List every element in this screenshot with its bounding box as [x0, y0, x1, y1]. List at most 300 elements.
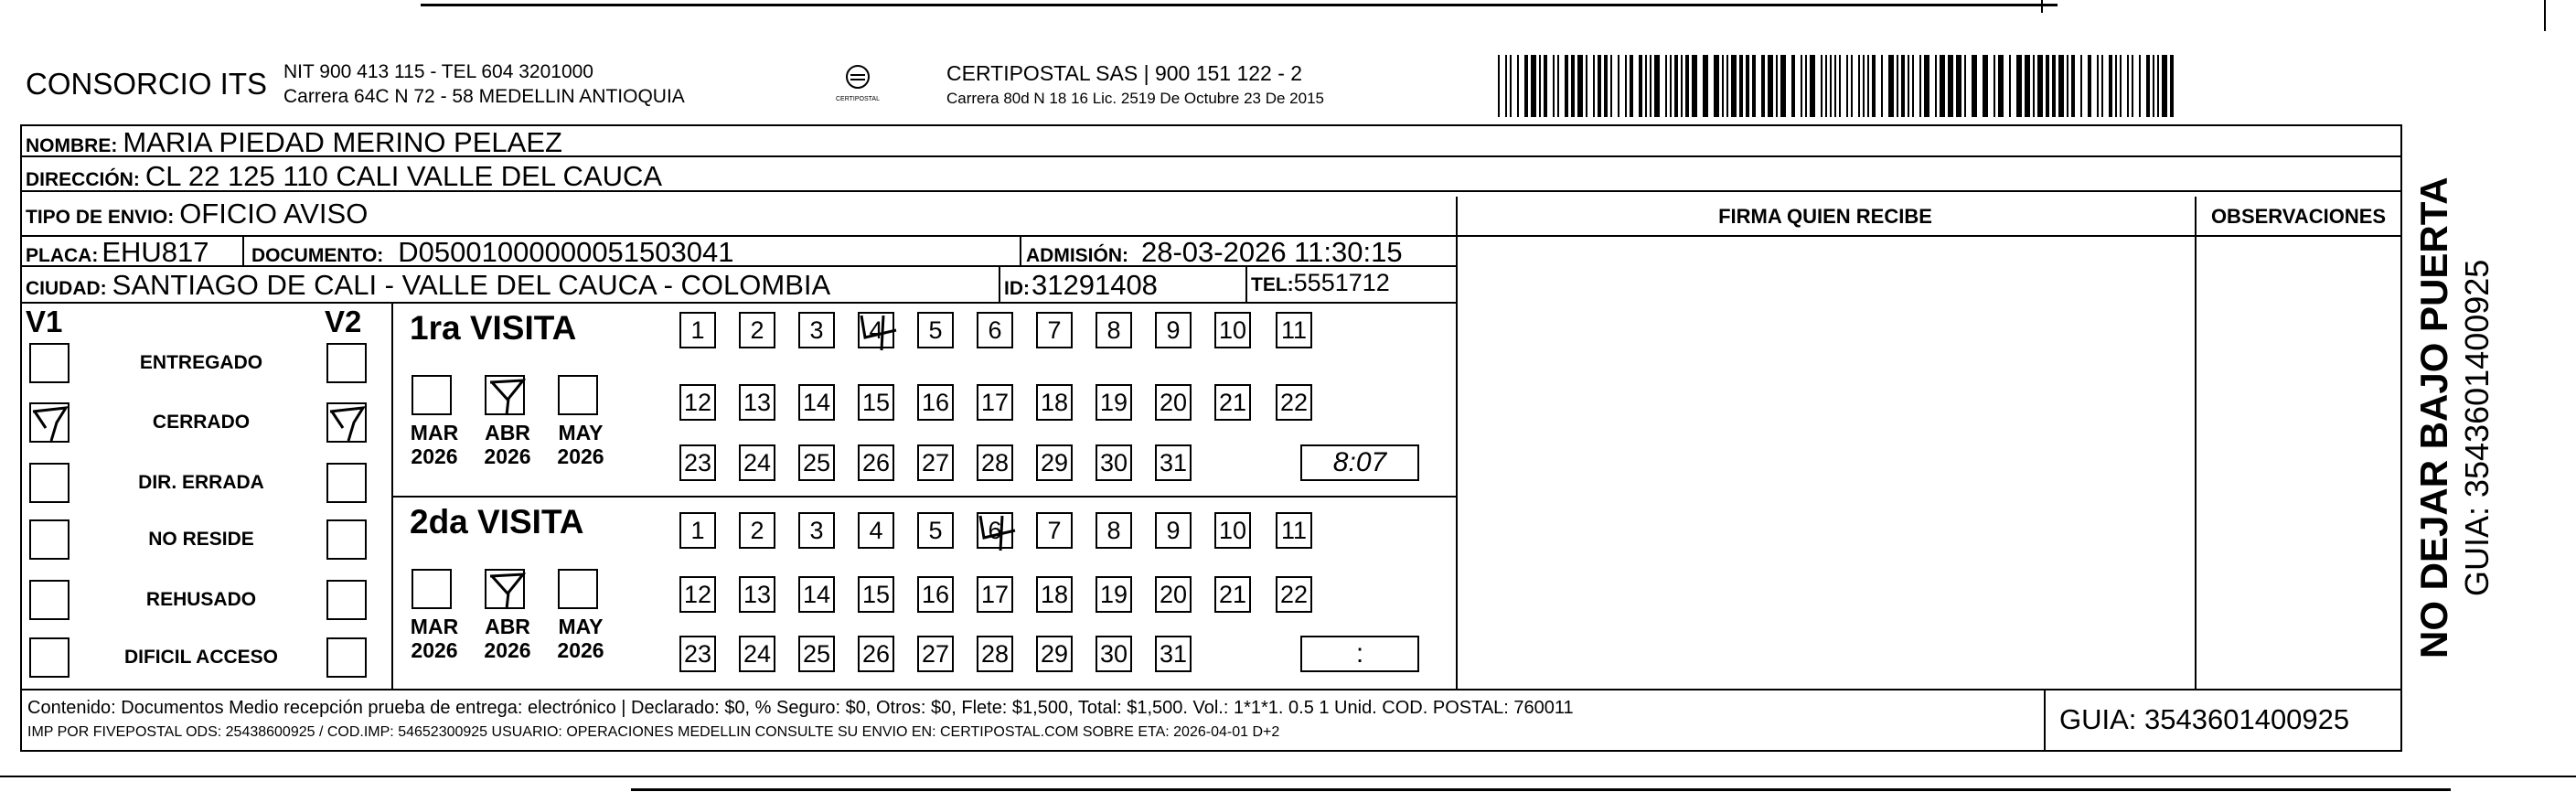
month-year: 2026 — [411, 444, 458, 468]
barcode-bar — [1888, 55, 1894, 117]
barcode-bar — [1731, 55, 1737, 117]
day-box[interactable] — [679, 384, 716, 421]
barcode — [1498, 55, 2175, 117]
barcode-bar — [1830, 55, 1832, 117]
month-checkbox[interactable] — [558, 569, 598, 609]
time-value: 8:07 — [1332, 447, 1387, 477]
day-number: 20 — [1159, 388, 1188, 416]
day-box[interactable] — [798, 636, 835, 672]
v1-checkbox[interactable] — [29, 580, 69, 620]
footer-imp: IMP POR FIVEPOSTAL ODS: 25438600925 / COD.IMP: 54652300925 USUARIO: OPERACIONES MEDELLIN CONSULTE SU ENVIO EN: CERTIPOSTAL.COM SOBRE ETA: 2026-04-01 D+2 — [27, 724, 1280, 740]
day-number: 21 — [1218, 388, 1247, 416]
ciudad-row — [26, 269, 830, 302]
v1-checkbox[interactable] — [29, 343, 69, 383]
day-box[interactable] — [679, 312, 716, 348]
day-number: 18 — [1040, 388, 1069, 416]
visit1-title: 1ra VISITA — [410, 309, 577, 347]
check-mark-icon — [328, 404, 369, 444]
barcode-bar — [2016, 55, 2022, 117]
month-checkbox[interactable] — [412, 569, 452, 609]
reason-label: ENTREGADO — [139, 352, 263, 373]
day-number: 13 — [743, 388, 772, 416]
barcode-bar — [1565, 55, 1568, 117]
footer-content: Contenido: Documentos Medio recepción prueba de entrega: electrónico | Declarado: $0, % Seguro: $0, Otros: $0, Flete: $1,500, Total: $1,500. Vol.: 1*1*1. 0.5 1 Unid. COD. POSTAL: 760011 — [27, 698, 1574, 718]
day-box[interactable] — [1276, 576, 1312, 613]
day-number: 1 — [690, 316, 705, 344]
admision-value: 28-03-2026 11:30:15 — [1141, 236, 1403, 268]
day-number: 31 — [1159, 639, 1188, 668]
month-checkbox[interactable] — [412, 375, 452, 415]
barcode-bar — [1924, 55, 1929, 117]
day-box[interactable] — [1214, 512, 1251, 549]
v2-label: V2 — [325, 305, 362, 338]
tipo-value: OFICIO AVISO — [179, 198, 369, 230]
day-box[interactable] — [1276, 512, 1312, 549]
certipostal-logo — [830, 59, 885, 113]
barcode-bar — [1553, 55, 1555, 117]
reason-label: DIFICIL ACCESO — [123, 647, 278, 668]
day-number: 9 — [1166, 516, 1181, 544]
barcode-bar — [1639, 55, 1642, 117]
direccion-label: DIRECCIÓN: — [26, 169, 140, 190]
barcode-bar — [1645, 55, 1647, 117]
month-name: MAY — [558, 615, 604, 638]
barcode-bar — [1544, 55, 1547, 117]
barcode-bar — [1571, 55, 1575, 117]
day-box[interactable] — [1036, 576, 1073, 613]
day-box[interactable] — [917, 444, 954, 481]
v2-checkbox[interactable] — [326, 463, 367, 503]
day-number: 12 — [683, 580, 712, 608]
v2-checkbox[interactable] — [326, 580, 367, 620]
barcode-bar — [1972, 55, 1977, 117]
day-number: 6 — [988, 516, 1002, 544]
day-box[interactable] — [977, 444, 1013, 481]
barcode-bar — [1726, 55, 1728, 117]
barcode-bar — [1681, 55, 1683, 117]
reason-label: REHUSADO — [145, 589, 257, 610]
admision-label: ADMISIÓN: — [1026, 245, 1128, 266]
day-box[interactable] — [917, 512, 954, 549]
day-number: 7 — [1047, 316, 1062, 344]
day-number: 10 — [1218, 516, 1247, 544]
nombre-label: NOMBRE: — [26, 135, 118, 156]
day-box[interactable] — [679, 636, 716, 672]
barcode-bar — [1825, 55, 1827, 117]
barcode-bar — [2170, 55, 2174, 117]
time-box[interactable] — [1300, 636, 1419, 672]
month-name: MAR — [410, 421, 459, 444]
day-box[interactable] — [917, 636, 954, 672]
day-box[interactable] — [1155, 636, 1192, 672]
day-box[interactable] — [739, 636, 775, 672]
day-box[interactable] — [798, 576, 835, 613]
barcode-bar — [2132, 55, 2133, 117]
id-row — [1004, 269, 1158, 302]
barcode-bar — [2157, 55, 2159, 117]
barcode-bar — [1919, 55, 1921, 117]
barcode-bar — [1908, 55, 1909, 117]
day-number: 28 — [980, 448, 1010, 476]
barcode-bar — [1940, 55, 1945, 117]
barcode-bar — [2025, 55, 2030, 117]
day-box[interactable] — [798, 312, 835, 348]
day-number: 28 — [980, 639, 1010, 668]
day-number: 27 — [921, 639, 950, 668]
day-box[interactable] — [1096, 512, 1132, 549]
barcode-bar — [1956, 55, 1961, 117]
day-box[interactable] — [679, 576, 716, 613]
check-mark-icon — [486, 377, 527, 417]
day-number: 31 — [1159, 448, 1188, 476]
barcode-bar — [2088, 55, 2091, 117]
day-box[interactable] — [1096, 576, 1132, 613]
day-number: 19 — [1099, 388, 1128, 416]
barcode-bar — [2071, 55, 2075, 117]
day-number: 24 — [743, 639, 772, 668]
day-box[interactable] — [977, 512, 1013, 549]
day-box[interactable] — [1036, 512, 1073, 549]
day-box[interactable] — [1096, 384, 1132, 421]
barcode-bar — [2115, 55, 2117, 117]
tipo-row — [26, 198, 368, 230]
month-name: MAR — [410, 615, 459, 638]
barcode-bar — [1557, 55, 1559, 117]
day-number: 4 — [869, 516, 883, 544]
day-box[interactable] — [739, 312, 775, 348]
day-number: 20 — [1159, 580, 1188, 608]
v2-checkbox[interactable] — [326, 519, 367, 560]
day-box[interactable] — [1096, 312, 1132, 348]
day-box[interactable] — [917, 384, 954, 421]
company-nit: NIT 900 413 115 - TEL 604 3201000 — [283, 61, 593, 82]
day-number: 22 — [1279, 388, 1309, 416]
day-box[interactable] — [739, 444, 775, 481]
barcode-bar — [1598, 55, 1601, 117]
month-year: 2026 — [484, 444, 531, 468]
barcode-bar — [1670, 55, 1672, 117]
day-number: 27 — [921, 448, 950, 476]
day-box[interactable] — [1096, 444, 1132, 481]
barcode-bar — [1867, 55, 1869, 117]
day-box[interactable] — [1036, 636, 1073, 672]
day-number: 16 — [921, 388, 950, 416]
barcode-bar — [1839, 55, 1841, 117]
barcode-bar — [1761, 55, 1765, 117]
day-number: 3 — [809, 316, 824, 344]
day-number: 17 — [980, 580, 1010, 608]
day-number: 19 — [1099, 580, 1128, 608]
v1-checkbox[interactable] — [29, 402, 69, 443]
day-number: 8 — [1106, 316, 1121, 344]
certipostal-name: CERTIPOSTAL SAS | 900 151 122 - 2 — [946, 61, 1303, 85]
day-number: 13 — [743, 580, 772, 608]
documento-value: D05001000000051503041 — [398, 236, 734, 268]
barcode-bar — [2162, 55, 2167, 117]
v1-label: V1 — [26, 305, 63, 338]
day-box[interactable] — [858, 636, 894, 672]
day-box[interactable] — [977, 636, 1013, 672]
side-guia: GUIA: 3543601400925 — [2458, 259, 2496, 596]
day-number: 23 — [683, 639, 712, 668]
barcode-bar — [2058, 55, 2064, 117]
barcode-bar — [1863, 55, 1865, 117]
month-checkbox[interactable] — [485, 375, 525, 415]
day-number: 2 — [750, 516, 764, 544]
observaciones-header: OBSERVACIONES — [2210, 205, 2387, 228]
barcode-bar — [1810, 55, 1815, 117]
day-box[interactable] — [977, 312, 1013, 348]
admision-row — [1026, 236, 1403, 269]
company-name: CONSORCIO ITS — [26, 67, 268, 101]
placa-value: EHU817 — [102, 236, 209, 268]
barcode-bar — [1964, 55, 1966, 117]
day-number: 3 — [809, 516, 824, 544]
day-number: 8 — [1106, 516, 1121, 544]
day-box[interactable] — [1155, 312, 1192, 348]
barcode-bar — [2120, 55, 2122, 117]
barcode-bar — [1746, 55, 1749, 117]
barcode-bar — [1752, 55, 1756, 117]
v1-checkbox[interactable] — [29, 637, 69, 678]
day-number: 22 — [1279, 580, 1309, 608]
v2-checkbox[interactable] — [326, 343, 367, 383]
day-box[interactable] — [858, 576, 894, 613]
certipostal-logo-text: CERTIPOSTAL — [836, 96, 880, 102]
day-number: 18 — [1040, 580, 1069, 608]
barcode-bar — [1801, 55, 1802, 117]
reason-label: DIR. ERRADA — [138, 472, 264, 493]
barcode-bar — [1998, 55, 2004, 117]
day-number: 23 — [683, 448, 712, 476]
barcode-bar — [1630, 55, 1633, 117]
barcode-bar — [1739, 55, 1743, 117]
barcode-bar — [2033, 55, 2035, 117]
month-checkbox[interactable] — [485, 569, 525, 609]
barcode-bar — [1650, 55, 1651, 117]
day-box[interactable] — [798, 444, 835, 481]
barcode-bar — [1935, 55, 1937, 117]
day-box[interactable] — [1155, 512, 1192, 549]
day-box[interactable] — [798, 512, 835, 549]
day-box[interactable] — [858, 384, 894, 421]
day-number: 9 — [1166, 316, 1181, 344]
barcode-bar — [1948, 55, 1953, 117]
barcode-bar — [1531, 55, 1536, 117]
reason-label: NO RESIDE — [148, 529, 254, 550]
day-box[interactable] — [858, 312, 894, 348]
barcode-bar — [2153, 55, 2154, 117]
barcode-bar — [1586, 55, 1587, 117]
tipo-label: TIPO DE ENVIO: — [26, 207, 175, 228]
day-number: 4 — [869, 316, 883, 344]
day-box[interactable] — [1155, 576, 1192, 613]
id-value: 31291408 — [1031, 269, 1158, 301]
barcode-bar — [1674, 55, 1678, 117]
barcode-bar — [1510, 55, 1512, 117]
tel-label: TEL: — [1251, 274, 1294, 295]
day-box[interactable] — [1155, 384, 1192, 421]
day-box[interactable] — [679, 444, 716, 481]
day-box[interactable] — [739, 576, 775, 613]
barcode-bar — [1872, 55, 1876, 117]
day-box[interactable] — [1214, 384, 1251, 421]
documento-row — [251, 236, 733, 269]
documento-label: DOCUMENTO: — [251, 245, 384, 266]
v2-checkbox[interactable] — [326, 637, 367, 678]
day-number: 14 — [802, 388, 831, 416]
barcode-bar — [1517, 55, 1519, 117]
barcode-bar — [2097, 55, 2099, 117]
barcode-bar — [1505, 55, 1507, 117]
time-value: : — [1355, 638, 1364, 669]
barcode-bar — [1539, 55, 1541, 117]
barcode-bar — [2139, 55, 2141, 117]
day-number: 25 — [802, 448, 831, 476]
day-number: 11 — [1280, 316, 1308, 344]
day-number: 16 — [921, 580, 950, 608]
ciudad-label: CIUDAD: — [26, 278, 107, 299]
barcode-bar — [2127, 55, 2129, 117]
barcode-bar — [1858, 55, 1860, 117]
day-number: 5 — [928, 516, 943, 544]
barcode-bar — [1692, 55, 1697, 117]
ciudad-value: SANTIAGO DE CALI - VALLE DEL CAUCA - COLOMBIA — [112, 269, 831, 301]
month-checkbox[interactable] — [558, 375, 598, 415]
day-box[interactable] — [739, 512, 775, 549]
barcode-bar — [1983, 55, 1988, 117]
nombre-row — [26, 126, 562, 159]
day-box[interactable] — [1036, 444, 1073, 481]
day-number: 5 — [928, 316, 943, 344]
barcode-bar — [2037, 55, 2043, 117]
barcode-bar — [1901, 55, 1905, 117]
check-mark-icon — [486, 571, 527, 611]
day-box[interactable] — [1276, 384, 1312, 421]
nombre-value: MARIA PIEDAD MERINO PELAEZ — [123, 126, 562, 158]
day-box[interactable] — [858, 444, 894, 481]
day-box[interactable] — [977, 384, 1013, 421]
day-box[interactable] — [858, 512, 894, 549]
barcode-bar — [1577, 55, 1583, 117]
day-box[interactable] — [798, 384, 835, 421]
day-number: 17 — [980, 388, 1010, 416]
day-number: 26 — [861, 639, 891, 668]
barcode-bar — [2109, 55, 2112, 117]
barcode-bar — [1821, 55, 1822, 117]
check-mark-icon — [856, 310, 898, 352]
month-year: 2026 — [484, 638, 531, 662]
barcode-bar — [2146, 55, 2150, 117]
barcode-bar — [1703, 55, 1708, 117]
day-number: 25 — [802, 639, 831, 668]
certipostal-license: Carrera 80d N 18 16 Lic. 2519 De Octubre 23 De 2015 — [946, 90, 1324, 107]
day-number: 30 — [1099, 448, 1128, 476]
barcode-bar — [1912, 55, 1914, 117]
barcode-bar — [2067, 55, 2068, 117]
barcode-bar — [1834, 55, 1836, 117]
id-label: ID: — [1004, 278, 1030, 299]
day-box[interactable] — [679, 512, 716, 549]
month-year: 2026 — [557, 444, 604, 468]
barcode-bar — [1805, 55, 1807, 117]
day-number: 14 — [802, 580, 831, 608]
side-warning: NO DEJAR BAJO PUERTA — [2412, 177, 2455, 658]
barcode-bar — [1993, 55, 1995, 117]
day-number: 15 — [861, 388, 891, 416]
barcode-bar — [1780, 55, 1786, 117]
day-box[interactable] — [739, 384, 775, 421]
v1-checkbox[interactable] — [29, 463, 69, 503]
barcode-bar — [1897, 55, 1898, 117]
barcode-bar — [1768, 55, 1773, 117]
month-name: ABR — [485, 421, 530, 444]
day-number: 21 — [1218, 580, 1247, 608]
barcode-bar — [1524, 55, 1528, 117]
barcode-bar — [1685, 55, 1689, 117]
month-year: 2026 — [557, 638, 604, 662]
barcode-bar — [1498, 55, 1500, 117]
barcode-bar — [1665, 55, 1667, 117]
day-number: 6 — [988, 316, 1002, 344]
reason-label: CERRADO — [152, 412, 251, 433]
barcode-bar — [1610, 55, 1612, 117]
barcode-bar — [2009, 55, 2011, 117]
direccion-value: CL 22 125 110 CALI VALLE DEL CAUCA — [144, 160, 663, 192]
day-box[interactable] — [977, 576, 1013, 613]
tel-value: 5551712 — [1293, 269, 1390, 296]
barcode-bar — [1881, 55, 1883, 117]
day-box[interactable] — [1036, 384, 1073, 421]
barcode-bar — [1846, 55, 1848, 117]
barcode-bar — [1604, 55, 1608, 117]
day-number: 24 — [743, 448, 772, 476]
day-number: 15 — [861, 580, 891, 608]
day-box[interactable] — [1214, 576, 1251, 613]
day-box[interactable] — [1155, 444, 1192, 481]
month-year: 2026 — [411, 638, 458, 662]
day-box[interactable] — [917, 576, 954, 613]
day-number: 11 — [1280, 516, 1308, 544]
day-number: 29 — [1040, 448, 1069, 476]
month-name: MAY — [558, 421, 604, 444]
day-number: 26 — [861, 448, 891, 476]
day-number: 10 — [1218, 316, 1247, 344]
barcode-bar — [2046, 55, 2049, 117]
v1-checkbox[interactable] — [29, 519, 69, 560]
barcode-bar — [2052, 55, 2056, 117]
v2-checkbox[interactable] — [326, 402, 367, 443]
day-box[interactable] — [1036, 312, 1073, 348]
barcode-bar — [1593, 55, 1595, 117]
day-number: 12 — [683, 388, 712, 416]
day-box[interactable] — [917, 312, 954, 348]
day-number: 7 — [1047, 516, 1062, 544]
company-address: Carrera 64C N 72 - 58 MEDELLIN ANTIOQUIA — [283, 86, 685, 107]
barcode-bar — [2101, 55, 2103, 117]
day-box[interactable] — [1276, 312, 1312, 348]
day-box[interactable] — [1096, 636, 1132, 672]
day-box[interactable] — [1214, 312, 1251, 348]
check-mark-icon — [31, 404, 71, 444]
barcode-bar — [1722, 55, 1724, 117]
tel-row — [1251, 269, 1390, 297]
day-number: 29 — [1040, 639, 1069, 668]
day-number: 30 — [1099, 639, 1128, 668]
barcode-bar — [1776, 55, 1778, 117]
time-box[interactable] — [1300, 444, 1419, 481]
footer-guia: GUIA: 3543601400925 — [2059, 703, 2350, 735]
